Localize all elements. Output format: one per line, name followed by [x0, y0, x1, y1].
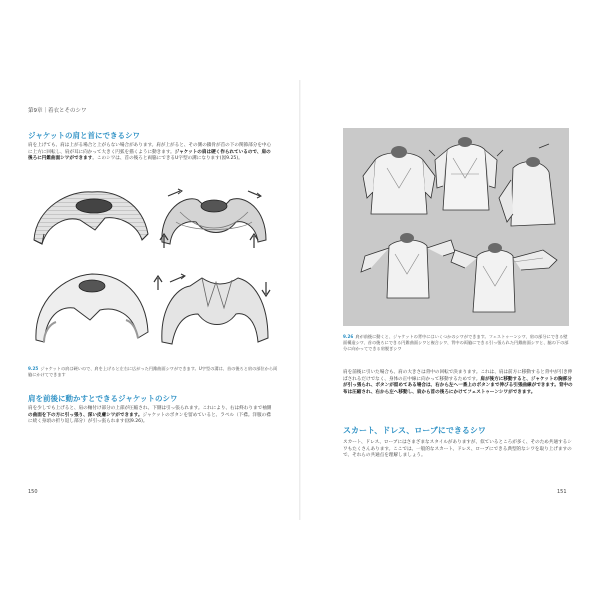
right-paragraph-2	[343, 440, 573, 460]
figure-number: 9.25	[28, 366, 39, 371]
right-paragraph-1	[343, 370, 573, 396]
text-run: スカート、ドレス、ローブにはさまざまなスタイルがありますが、似ているところが多く、そのため共通するシワもたくさんあります。ここでは、一般的なスカート、ドレス、ローブにできる典型的なシワを取り上げますので、それらの共通点を理解しましょう。	[343, 440, 572, 459]
figure-number: 9.26	[343, 334, 354, 339]
drawing-jacket-back-1	[363, 146, 435, 214]
figure-9-25-drawings	[30, 182, 275, 362]
figure-9-25-caption	[28, 366, 278, 378]
drawing-striped-shoulders	[34, 192, 148, 244]
text-run-highlight: の曲面を下の方に引っ張り、深い皮膚シワができます。	[28, 412, 143, 418]
book-gutter	[299, 80, 301, 520]
section-title-jacket-shoulder: ジャケットの肩と首にできるシワ	[28, 131, 140, 140]
text-run: 肩を上げても、肩は上がる場合と上がらない場合があります。肩が上がると、その側の鎖骨が首の下の関節部分	[28, 143, 258, 148]
text-run: ジャケットのボタンを留めていると、ラペル（下襟。洋服の襟に続く身頃の折り返し部分）が引っ張られます(図9.26)。	[28, 412, 271, 425]
section-title-skirt-dress-robe: スカート、ドレス、ローブにできるシワ	[343, 426, 486, 435]
drawing-folded-shoulder-form	[154, 274, 270, 344]
drawing-jacket-back-2	[429, 137, 503, 210]
page-number-right: 151	[557, 489, 567, 495]
drawing-plain-shoulder-form	[36, 274, 148, 342]
drawing-wrinkled-shoulders	[160, 189, 266, 248]
caption-text: 肩が前後に動くと、ジャケットの背中にはいくつかのシワができます。フェストゥーンシワ、肩の部分にできる壁面構造シワ、首の後ろにできる円錐曲面シワと複合シワ、背中の両脇にできる引っ張られた円錐曲面シワと、脇の下の部分に向かってできる肩脱ぎシワ	[343, 334, 569, 351]
text-run: 肩を前後に引いた場合も、肩の大きさは背中の回転で決まります。これは、肩は前方に移動すると背中が引き伸ばされるだけでなく、身体の正中線に向かって移動するためです。	[343, 370, 573, 382]
text-run: 。このシワは、首の後ろと両脇にできるU字型の溝になります(図9.25)。	[92, 156, 243, 162]
chapter-label: 第9章｜着衣とそのシワ	[28, 108, 87, 114]
text-run: 肩を少しでも上げると、肩の軸付け部分の上部が圧縮され、下側は引っ張られます。これにより、右は終わりまで袖側	[28, 406, 272, 411]
section1-paragraph	[28, 143, 274, 163]
page-number-left: 150	[28, 489, 38, 495]
figure-9-26-caption	[343, 334, 571, 351]
drawing-jacket-side	[499, 144, 555, 226]
drawing-jacket-arm-raised	[451, 243, 557, 312]
figure-9-26-drawings	[343, 128, 569, 326]
section2-paragraph	[28, 406, 274, 426]
text-run-highlight: 肩が後方に移動すると、ジャケットの胸部分が引っ張られ、ボタンが留めてある場合は、右から左へ一番上のボタンまで伸びる引張曲線ができます。背中の布は圧縮され、右から左へ移動し、肩から首の後ろにかけてフェストゥーンシワができます。	[343, 376, 573, 395]
drawing-jacket-arms-spread	[361, 233, 455, 298]
text-run: を中心に上方に回転し、肩が耳に向かって大きく円弧を描くように動きます。	[28, 143, 272, 155]
section-title-shoulder-forward-back: 肩を前後に動かすとできるジャケットのシワ	[28, 394, 178, 403]
caption-text: ジャケットの肩は硬いので、肩を上げると左右に広がった円錐曲面シワができます。U字型の溝は、首の後ろと肩の部位から両脇にかけてできます	[28, 366, 278, 377]
figure-9-26-panel	[343, 128, 569, 326]
text-run-highlight: ジャケットの肩は硬く作られているので、肩の後ろに円錐曲面シワができます	[28, 149, 271, 162]
